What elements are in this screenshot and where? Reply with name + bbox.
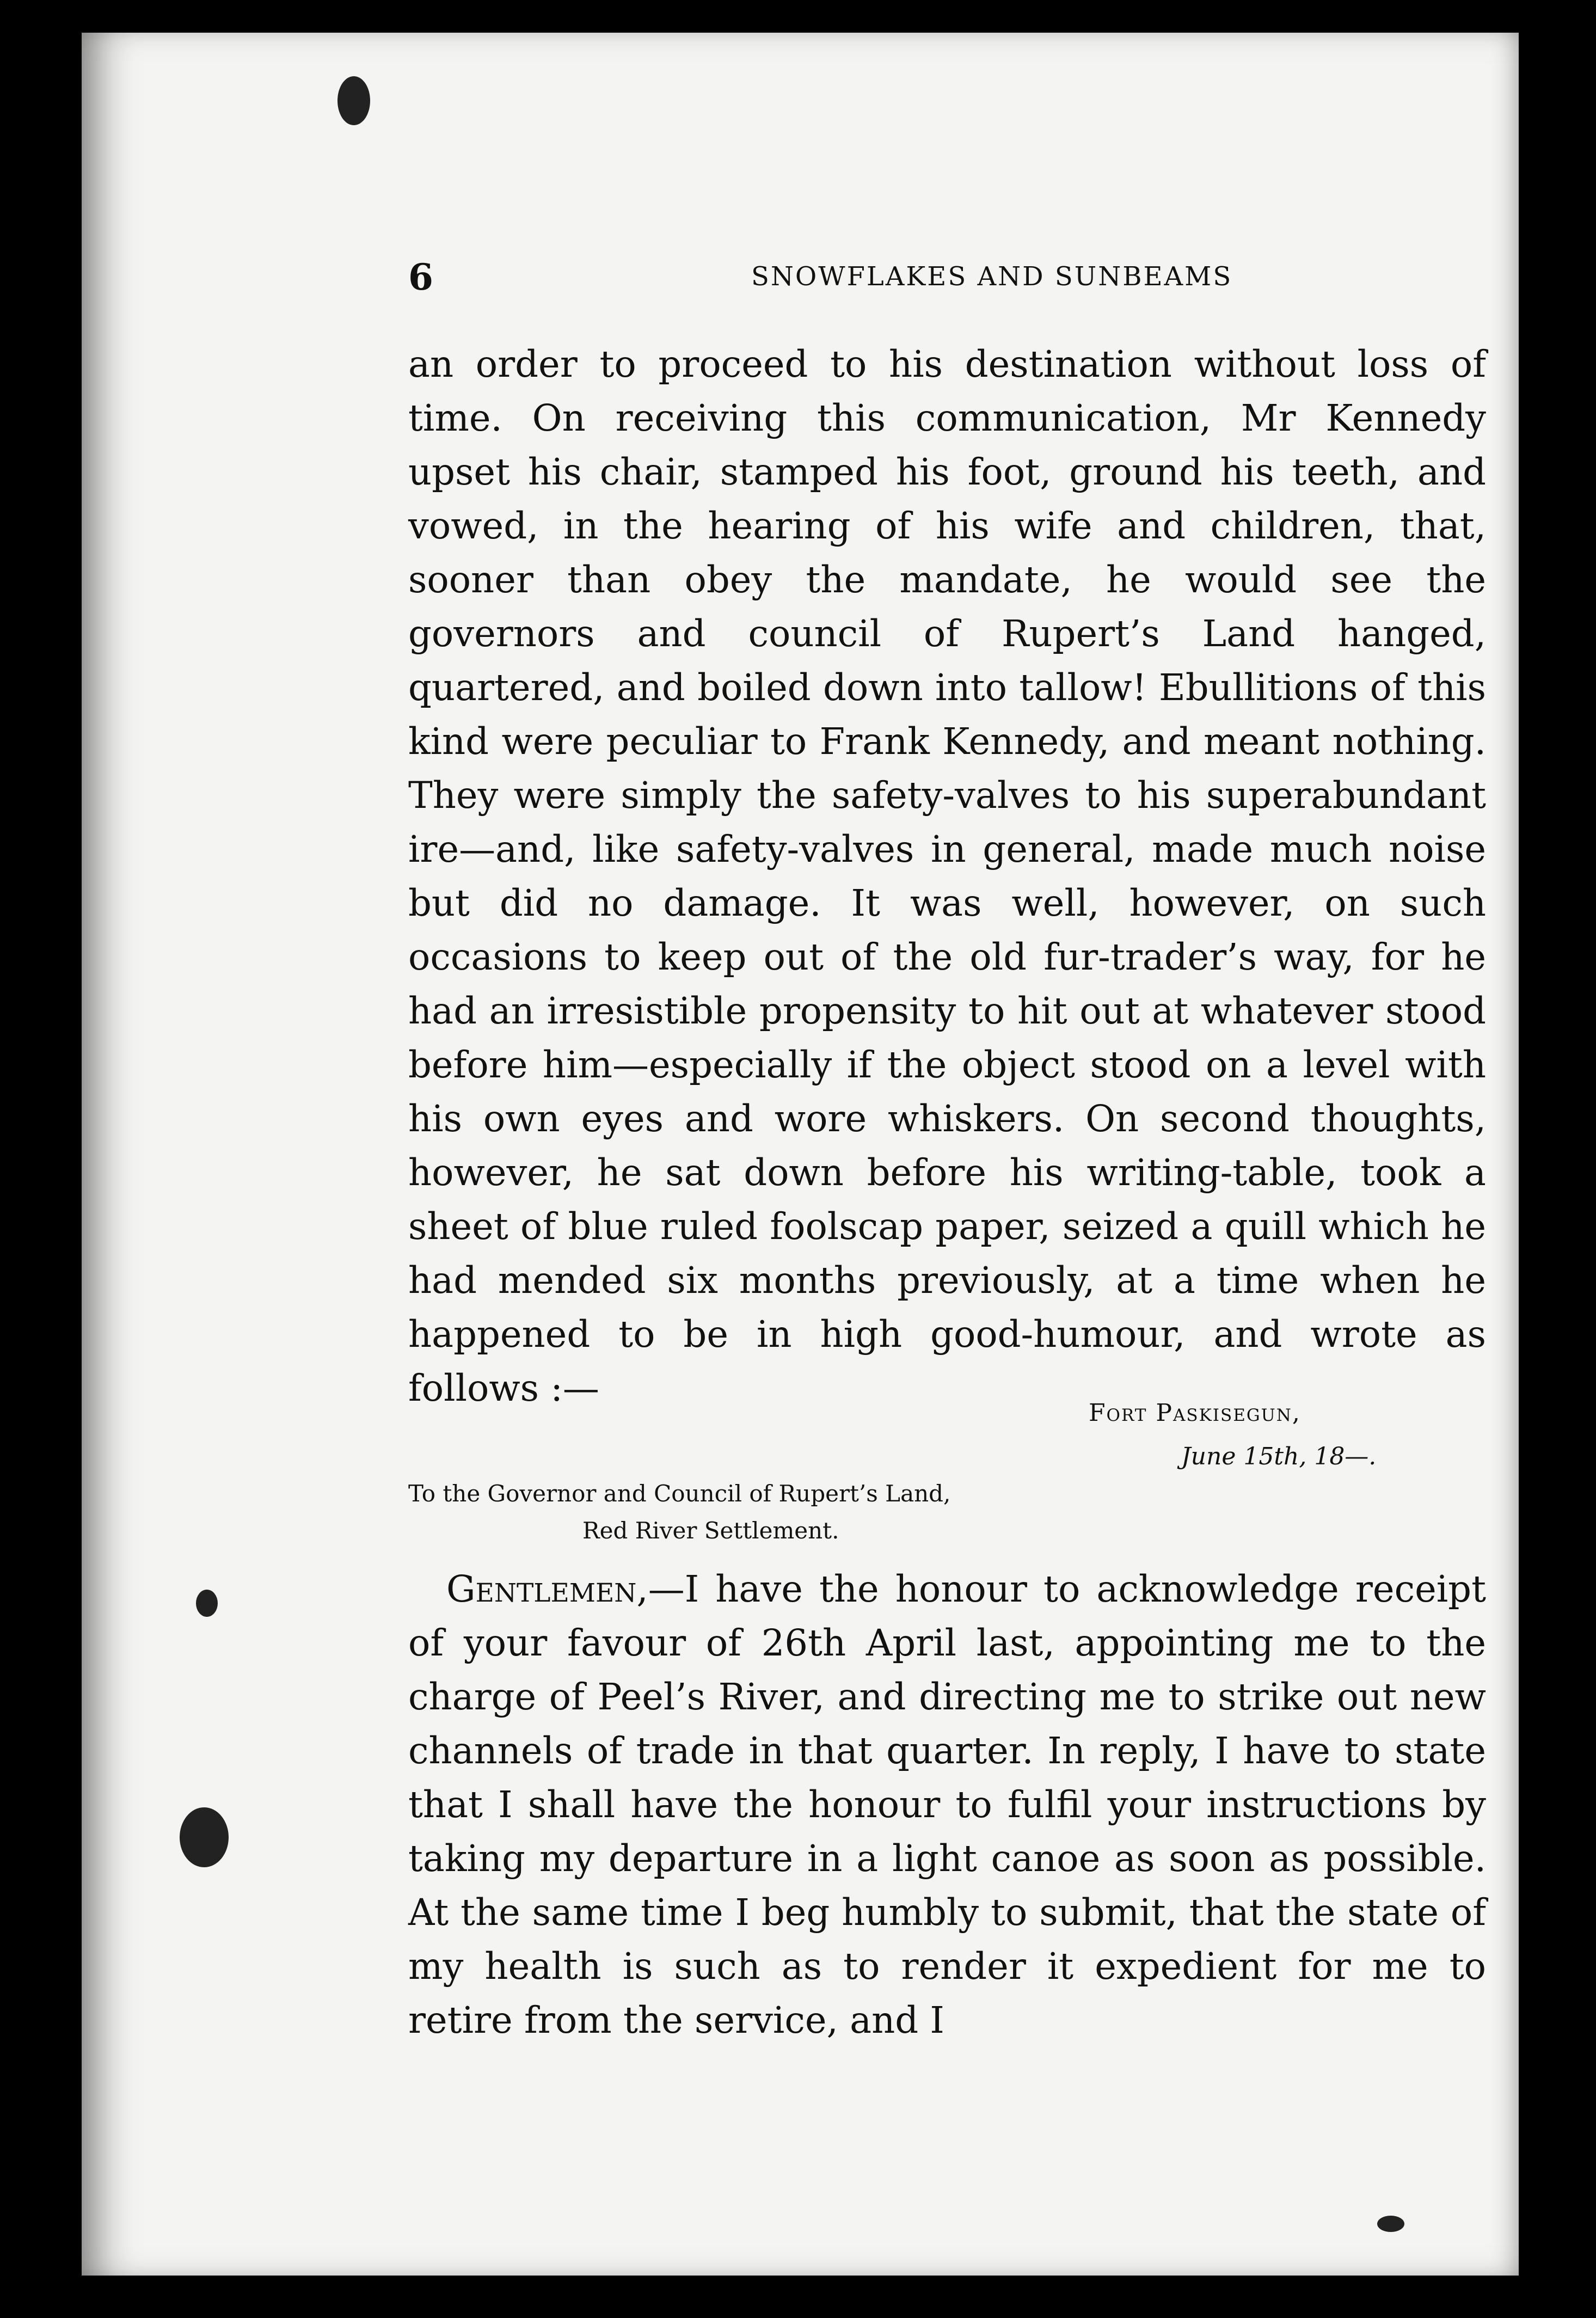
letter-body [408, 1562, 1486, 2047]
body-paragraph: an order to proceed to his destination without loss of time. On receiving this communication, Mr Kennedy upset his chair, stamped his foot, ground his teeth, and vowed, in the hearing of his wife and children, that, sooner than obey the mandate, he would see the governors and council of Rupert’s Land hanged, quartered, and boiled down into tallow! Ebullitions of this kind were peculiar to Frank Kennedy, and meant nothing. They were simply the safety-valves to his superabundant ire—and, like safety-valves in general, made much noise but did no damage. It was well, however, on such occasions to keep out of the old fur-trader’s way, for he had an irresistible propensity to hit out at whatever stood before him—especially if the object stood on a level with his own eyes and wore whiskers. On second thoughts, however, he sat down before his writing-table, took a sheet of blue ruled foolscap paper, seized a quill which he had mended six months previously, at a time when he happened to be in high good-humour, and wrote as follows :— [408, 343, 1486, 1409]
letter-paragraph [408, 1562, 1486, 2047]
main-text [408, 338, 1486, 1415]
letter-place: Fort Paskisegun, [1089, 1399, 1301, 1427]
ink-blot [180, 1807, 229, 1867]
addressee-line-1: To the Governor and Council of Rupert’s Land, [408, 1480, 951, 1507]
ink-speck [337, 76, 370, 125]
letter-addressee [408, 1475, 1170, 1549]
ink-speck [196, 1590, 218, 1617]
letter-date: June 15th, 18—. [1181, 1443, 1377, 1470]
book-page [82, 33, 1519, 2276]
letter-text: —I have the honour to acknowledge receipt of your favour of 26th April last, appointing me to the charge of Peel’s River, and directing me to strike out new channels of trade in that quarter. In reply, I have to state that I shall have the honour to fulfil your instructions by taking my departure in a light canoe as soon as possible. At the same time I beg humbly to submit, that the state of my health is such as to render it expedient for me to retire from the service, and I [408, 1568, 1486, 2041]
addressee-line-2: Red River Settlement. [582, 1517, 839, 1544]
page-number: 6 [408, 256, 435, 298]
ink-speck [1377, 2216, 1404, 2232]
letter-salutation: Gentlemen, [446, 1568, 648, 1610]
running-head-title: SNOWFLAKES AND SUNBEAMS [751, 261, 1233, 292]
